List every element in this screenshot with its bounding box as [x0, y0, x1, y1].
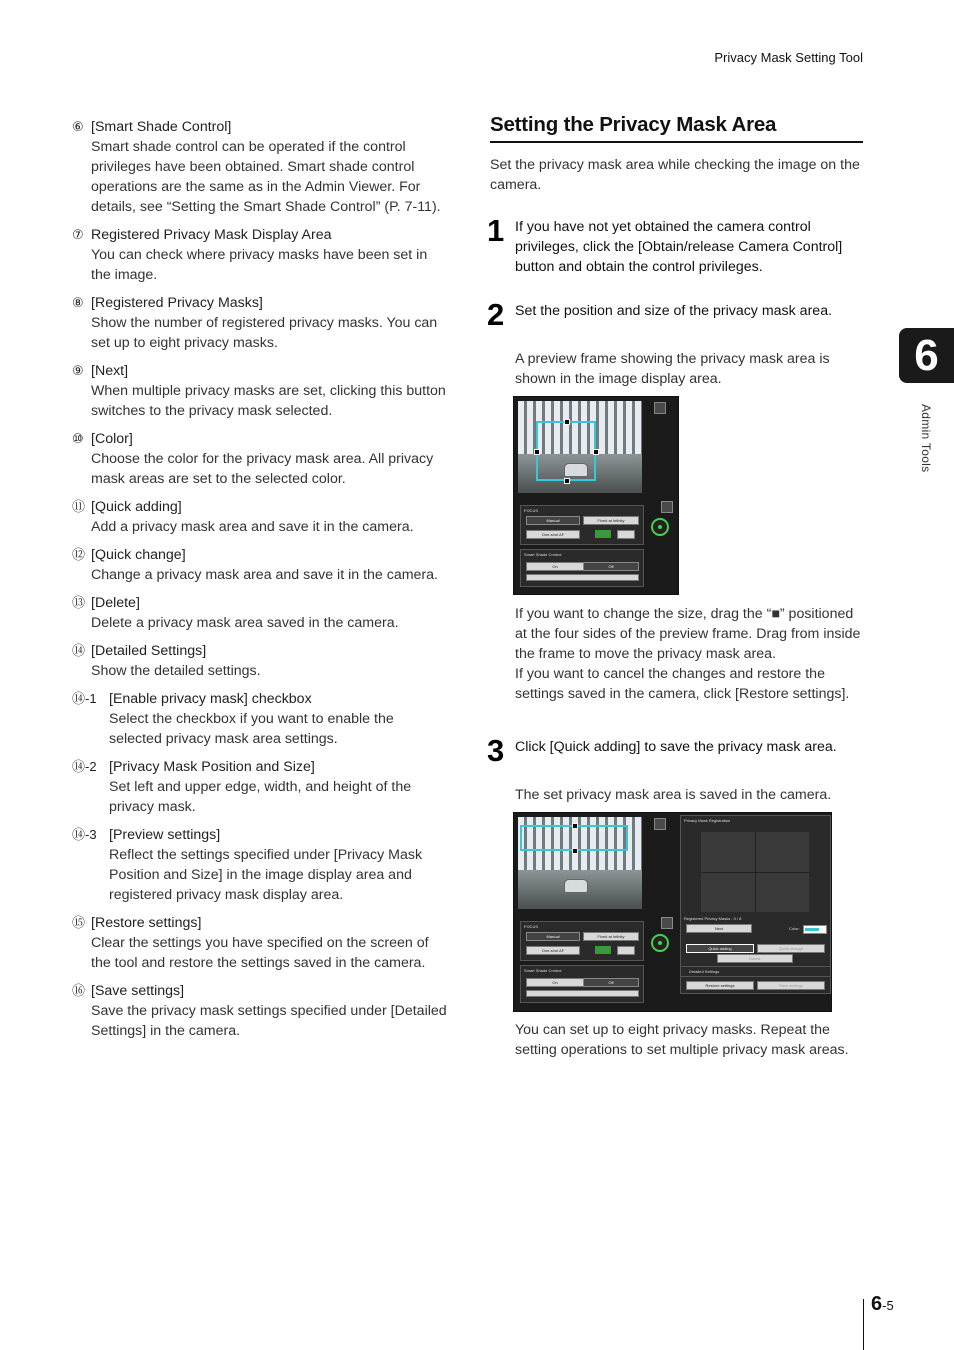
on-button[interactable]: On	[526, 978, 584, 987]
level-slider[interactable]	[526, 574, 639, 581]
item-title: [Quick change]	[91, 547, 186, 563]
car	[564, 879, 588, 893]
person-icon[interactable]	[661, 917, 673, 929]
page-number	[871, 1293, 894, 1316]
on-button[interactable]: On	[526, 562, 584, 571]
description-item	[72, 545, 447, 585]
description-item	[72, 293, 447, 353]
person-icon[interactable]	[661, 501, 673, 513]
delete-button[interactable]: Delete	[717, 954, 793, 963]
item-heading	[72, 545, 447, 565]
item-description: When multiple privacy masks are set, clicking this button switches to the privacy mask selected.	[91, 383, 446, 419]
item-description: Choose the color for the privacy mask area. All privacy mask areas are set to the selected color.	[91, 451, 434, 487]
item-number: ⑨	[72, 363, 84, 378]
ptz-target-icon[interactable]	[651, 934, 669, 952]
off-button[interactable]: Off	[583, 562, 639, 571]
focus-near-icon[interactable]	[595, 530, 611, 538]
fixed-infinity-button[interactable]: Fixed at Infinity	[583, 932, 639, 941]
description-item	[72, 593, 447, 633]
item-title: [Quick adding]	[91, 499, 182, 515]
step-number: 1	[487, 213, 505, 248]
registration-title: Privacy Mask Registration	[684, 818, 731, 823]
footer-rule	[863, 1299, 864, 1350]
level-slider[interactable]	[526, 990, 639, 997]
description-item	[72, 641, 447, 681]
detailed-settings-label: Detailed Settings	[689, 969, 720, 974]
item-description: Clear the settings you have specified on the screen of the tool and restore the settings saved in the camera.	[91, 935, 429, 971]
item-title: [Next]	[91, 363, 129, 379]
item-title: [Delete]	[91, 595, 140, 611]
restore-settings-button[interactable]: Restore settings	[686, 981, 754, 990]
focus-far-icon[interactable]	[617, 946, 635, 955]
focus-label: FOCUS	[524, 508, 538, 513]
item-number: ⑪	[72, 499, 86, 514]
item-description: You can check where privacy masks have been set in the image.	[91, 247, 428, 283]
item-list	[72, 117, 447, 1049]
screenshot-preview-frame	[513, 396, 679, 595]
quick-adding-button[interactable]: Quick adding	[686, 944, 754, 953]
item-heading	[72, 825, 447, 845]
item-number: ⑥	[72, 119, 84, 134]
description-item	[72, 225, 447, 285]
item-heading	[72, 757, 447, 777]
preview-frame[interactable]	[536, 421, 596, 481]
resize-handle[interactable]	[572, 823, 578, 829]
step-number: 2	[487, 297, 505, 332]
ptz-target-icon[interactable]	[651, 518, 669, 536]
registered-count: Registered Privacy Masks : 0 / 8	[684, 916, 742, 921]
item-heading	[72, 981, 447, 1001]
item-description: Show the detailed settings.	[91, 663, 261, 679]
focus-label: FOCUS	[524, 924, 538, 929]
item-heading	[72, 361, 447, 381]
item-title: [Detailed Settings]	[91, 643, 207, 659]
description-item	[72, 981, 447, 1041]
screenshot-quick-adding	[513, 812, 832, 1012]
item-heading	[72, 593, 447, 613]
item-number: ⑭-2	[72, 759, 97, 774]
item-title: [Preview settings]	[109, 827, 221, 843]
manual-button[interactable]: Manual	[526, 516, 580, 525]
chapter-tab: 6	[899, 328, 954, 383]
item-number: ⑩	[72, 431, 84, 446]
color-select[interactable]	[803, 925, 827, 934]
smart-shade-panel	[520, 965, 644, 1003]
description-item	[72, 689, 447, 749]
description-item	[72, 757, 447, 817]
item-title: [Registered Privacy Masks]	[91, 295, 263, 311]
section-intro: Set the privacy mask area while checking the image on the camera.	[490, 157, 860, 193]
item-heading	[72, 913, 447, 933]
focus-near-icon[interactable]	[595, 946, 611, 954]
off-button[interactable]: Off	[583, 978, 639, 987]
smart-shade-label: Smart Shade Control	[524, 552, 562, 557]
item-title: [Smart Shade Control]	[91, 119, 232, 135]
item-description: Smart shade control can be operated if the control privileges have been obtained. Smart shade control operations are the same as in the Admin Viewer. For details, see “Setting the Smart Shade Control” (P. 7-11).	[91, 139, 441, 215]
resize-handle[interactable]	[564, 419, 570, 425]
item-heading	[72, 641, 447, 661]
item-title: Registered Privacy Mask Display Area	[91, 227, 332, 243]
item-number: ⑫	[72, 547, 86, 562]
item-description: Select the checkbox if you want to enable the selected privacy mask area settings.	[109, 711, 394, 747]
one-shot-af-button[interactable]: One-shot AF	[526, 530, 580, 539]
item-description: Change a privacy mask area and save it in the camera.	[91, 567, 438, 583]
description-item	[72, 429, 447, 489]
item-number: ⑦	[72, 227, 84, 242]
item-title: [Enable privacy mask] checkbox	[109, 691, 312, 707]
item-description: Show the number of registered privacy masks. You can set up to eight privacy masks.	[91, 315, 438, 351]
item-heading	[72, 689, 447, 709]
page-index: -5	[882, 1298, 894, 1313]
item-description: Reflect the settings specified under [Privacy Mask Position and Size] in the image display area and registered privacy mask display area.	[109, 847, 423, 903]
camera-icon[interactable]	[654, 402, 666, 414]
chapter-side-label: Admin Tools	[919, 404, 933, 473]
focus-panel	[520, 505, 644, 545]
item-title: [Color]	[91, 431, 133, 447]
item-title: [Save settings]	[91, 983, 185, 999]
item-heading	[72, 117, 447, 137]
step-3	[487, 733, 888, 805]
item-number: ⑬	[72, 595, 86, 610]
description-item	[72, 117, 447, 217]
fixed-infinity-button[interactable]: Fixed at Infinity	[583, 516, 639, 525]
page-chapter: 6	[871, 1293, 883, 1315]
item-number: ⑯	[72, 983, 86, 998]
resize-handle[interactable]	[564, 478, 570, 484]
resize-handle[interactable]	[534, 449, 540, 455]
item-heading	[72, 497, 447, 517]
color-swatch	[805, 928, 819, 931]
smart-shade-label: Smart Shade Control	[524, 968, 562, 973]
step-text: If you have not yet obtained the camera control privileges, click the [Obtain/release Camera Control] button and obtain the control privileges.	[515, 219, 843, 275]
save-settings-button[interactable]: Save settings	[757, 981, 825, 990]
step-text: Click [Quick adding] to save the privacy mask area.	[515, 739, 837, 755]
item-title: [Restore settings]	[91, 915, 202, 931]
color-label: Color:	[789, 926, 800, 931]
item-number: ⑭	[72, 643, 86, 658]
item-description: Add a privacy mask area and save it in the camera.	[91, 519, 414, 535]
quick-change-button[interactable]: Quick change	[757, 944, 825, 953]
step-1	[487, 213, 863, 277]
section-title: Setting the Privacy Mask Area	[490, 115, 863, 143]
next-button[interactable]: Next	[686, 924, 752, 933]
item-number: ⑭-1	[72, 691, 97, 706]
description-item	[72, 361, 447, 421]
item-heading	[72, 429, 447, 449]
preview-frame-instructions: If you want to change the size, drag the “■” positioned at the four sides of the preview frame. Drag from inside the frame to move the privacy mask area. If you want to cancel the changes and restore the settings saved in the camera, click [Restore settings].	[515, 606, 861, 702]
privacy-mask-registration-panel	[680, 815, 831, 967]
one-shot-af-button[interactable]: One-shot AF	[526, 946, 580, 955]
resize-handle[interactable]	[572, 848, 578, 854]
camera-image	[518, 401, 642, 493]
multiple-masks-note: You can set up to eight privacy masks. Repeat the setting operations to set multiple privacy mask areas.	[515, 1022, 849, 1058]
item-number: ⑮	[72, 915, 86, 930]
item-heading	[72, 225, 447, 245]
item-description: Delete a privacy mask area saved in the camera.	[91, 615, 399, 631]
item-description: Save the privacy mask settings specified under [Detailed Settings] in the camera.	[91, 1003, 447, 1039]
item-number: ⑭-3	[72, 827, 97, 842]
registered-mask-display	[701, 832, 809, 912]
step-number: 3	[487, 733, 505, 768]
item-description: Set left and upper edge, width, and height of the privacy mask.	[109, 779, 412, 815]
description-item	[72, 913, 447, 973]
step-2	[487, 297, 863, 389]
camera-icon[interactable]	[654, 818, 666, 830]
description-item	[72, 825, 447, 905]
item-title: [Privacy Mask Position and Size]	[109, 759, 315, 775]
step-desc: The set privacy mask area is saved in the camera.	[515, 787, 832, 803]
camera-image	[518, 817, 642, 909]
step-text: Set the position and size of the privacy mask area.	[515, 303, 833, 319]
step-desc: A preview frame showing the privacy mask area is shown in the image display area.	[515, 351, 830, 387]
description-item	[72, 497, 447, 537]
running-header: Privacy Mask Setting Tool	[714, 50, 863, 65]
focus-far-icon[interactable]	[617, 530, 635, 539]
manual-button[interactable]: Manual	[526, 932, 580, 941]
smart-shade-panel	[520, 549, 644, 587]
resize-handle[interactable]	[593, 449, 599, 455]
focus-panel	[520, 921, 644, 961]
action-bar	[680, 976, 831, 994]
item-heading	[72, 293, 447, 313]
item-number: ⑧	[72, 295, 84, 310]
section-setting-privacy-mask	[487, 113, 863, 389]
